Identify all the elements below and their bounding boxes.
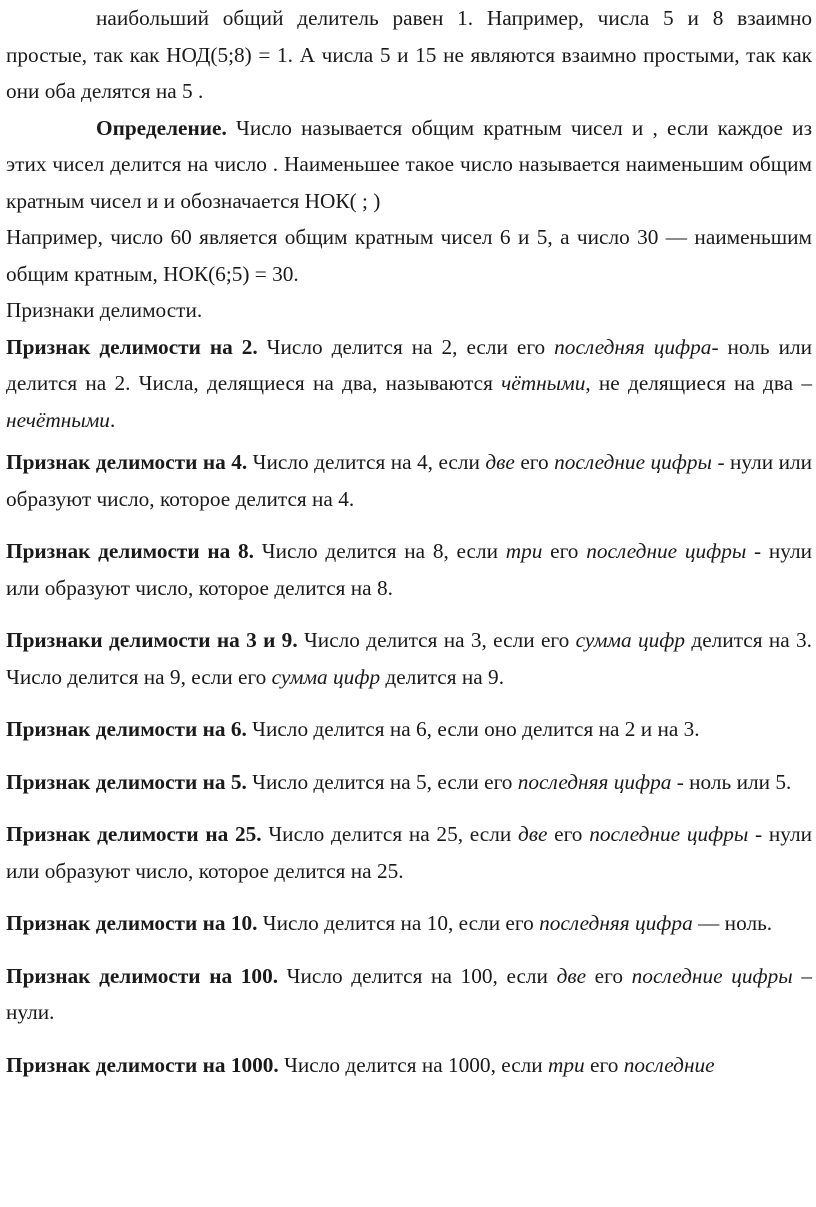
rule-divisibility-6 — [6, 711, 812, 748]
text-run: Число делится на 2, если его — [257, 334, 555, 359]
text-run: Число делится на 1000, если — [278, 1052, 549, 1077]
paragraph-lcm-example — [6, 219, 812, 292]
document-page — [6, 0, 812, 1083]
rule-divisibility-5 — [6, 764, 812, 801]
text-run: Число делится на 25, если — [261, 822, 518, 846]
italic-run: последние цифры — [554, 450, 712, 474]
bold-run: Признак делимости на 2. — [6, 334, 258, 359]
italic-run: две — [556, 963, 587, 988]
italic-run: три — [548, 1052, 585, 1077]
bold-run: Признак делимости на 5. — [6, 769, 247, 794]
text-run: - ноль или делится на 2. Числа, делящиеся на два, называются — [6, 334, 812, 395]
rule-divisibility-8 — [6, 533, 812, 606]
paragraph-lcm-definition — [6, 110, 812, 220]
italic-run: последние — [623, 1052, 715, 1077]
text-run: – нули. — [6, 963, 812, 1024]
text-run: Число делится на 100, если — [278, 963, 557, 988]
text-run: Число делится на 6, если оно делится на 2 и на 3. — [246, 717, 700, 741]
italic-run: последняя цифра — [517, 769, 672, 794]
text-run: Например, число 60 является общим кратным чисел 6 и 5, а число 30 — наименьшим общим кратным, НОК(6;5) = 30. — [6, 225, 812, 286]
bold-run: Признак делимости на 10. — [6, 911, 258, 935]
italic-run: последние цифры — [631, 963, 793, 988]
italic-run: последняя цифра — [554, 334, 712, 359]
italic-run: чётными — [501, 371, 586, 395]
italic-run: две — [485, 450, 515, 474]
bold-run: Признак делимости на 25. — [6, 822, 262, 846]
bold-run: Признак делимости на 4. — [6, 450, 248, 474]
italic-run: последние цифры — [586, 539, 747, 563]
text-run: Число делится на 4, если — [247, 450, 486, 474]
paragraph-gcd-continuation — [6, 0, 812, 110]
bold-run: Признак делимости на 8. — [6, 539, 254, 563]
italic-run: нечётными — [6, 407, 110, 432]
text-run: делится на 9. — [380, 664, 505, 689]
text-run: - нули или образуют число, которое делится на 8. — [6, 539, 813, 600]
text-run: его — [514, 450, 555, 474]
rule-divisibility-10 — [6, 905, 812, 942]
text-run: . — [109, 407, 116, 432]
rule-divisibility-2 — [6, 329, 812, 439]
italic-run: последние цифры — [589, 822, 749, 846]
rule-divisibility-100 — [6, 958, 812, 1031]
text-run: Число делится на 3, если его — [297, 628, 576, 652]
italic-run: сумма цифр — [271, 664, 381, 689]
text-run: его — [586, 963, 632, 988]
text-run: Число называется общим кратным чисел и , если каждое из этих чисел делится на число . Наименьшее такое число называется наименьшим общим кратным чисел и и обозначается НОК( ; ) — [6, 115, 812, 213]
text-run: Признаки делимости. — [6, 298, 203, 322]
bold-run: Признаки делимости на 3 и 9. — [6, 628, 298, 652]
bold-run: Признак делимости на 1000. — [6, 1052, 279, 1077]
rule-divisibility-3-9 — [6, 622, 812, 695]
italic-run: сумма цифр — [575, 628, 686, 652]
text-run: его — [584, 1052, 624, 1077]
text-run: Число делится на 10, если его — [257, 911, 540, 935]
rule-divisibility-1000 — [6, 1047, 812, 1084]
text-run: Число делится на 8, если — [254, 539, 506, 563]
text-run: - нули или образуют число, которое делится на 25. — [6, 822, 812, 883]
rule-divisibility-4 — [6, 444, 812, 517]
section-heading-divisibility — [6, 292, 812, 329]
italic-run: три — [505, 539, 543, 563]
text-run: наибольший общий делитель равен 1. Например, числа 5 и 8 взаимно простые, так как НОД(5;8) = 1. А числа 5 и 15 не являются взаимно простыми, так как они оба делятся на 5 . — [6, 6, 812, 103]
rule-divisibility-25 — [6, 816, 812, 889]
bold-run: Определение. — [96, 115, 227, 140]
italic-run: последняя цифра — [539, 911, 693, 935]
bold-run: Признак делимости на 100. — [6, 963, 279, 988]
text-run: его — [547, 822, 590, 846]
text-run: - нули или образуют число, которое делится на 4. — [6, 450, 813, 511]
text-run: его — [542, 539, 587, 563]
text-run: Число делится на 5, если его — [246, 769, 518, 794]
bold-run: Признак делимости на 6. — [6, 717, 247, 741]
italic-run: две — [517, 822, 548, 846]
text-run: — ноль. — [692, 911, 773, 935]
text-run: - ноль или 5. — [671, 769, 792, 794]
text-run: делится на 3. Число делится на 9, если его — [6, 628, 812, 689]
text-run: , не делящиеся на два – — [585, 371, 812, 395]
